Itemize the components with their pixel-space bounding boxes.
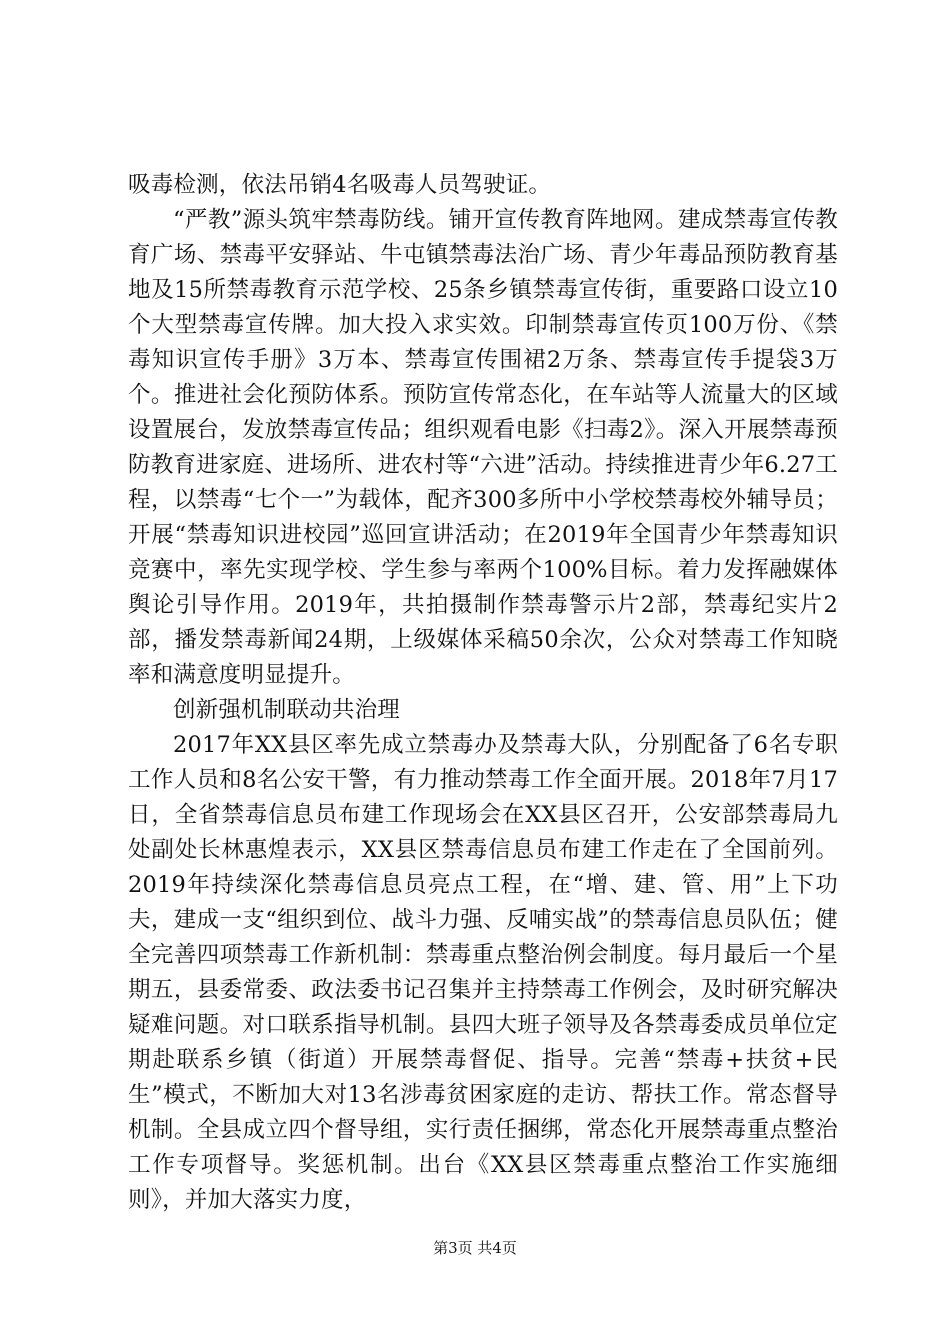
paragraph-2: “严教”源头筑牢禁毒防线。铺开宣传教育阵地网。建成禁毒宣传教育广场、禁毒平安驿站、牛屯镇禁毒法治广场、青少年毒品预防教育基地及15所禁毒教育示范学校、25条乡镇禁毒宣传街，重要路口设立10个大型禁毒宣传牌。加大投入求实效。印制禁毒宣传页100万份、《禁毒知识宣传手册》3万本、禁毒宣传围裙2万条、禁毒宣传手提袋3万个。推进社会化预防体系。预防宣传常态化，在车站等人流量大的区域设置展台，发放禁毒宣传品；组织观看电影《扫毒2》。深入开展禁毒预防教育进家庭、进场所、进农村等“六进”活动。持续推进青少年6.27工程，以禁毒“七个一”为载体，配齐300多所中小学校禁毒校外辅导员；开展“禁毒知识进校园”巡回宣讲活动；在2019年全国青少年禁毒知识竞赛中，率先实现学校、学生参与率两个100%目标。着力发挥融媒体舆论引导作用。2019年，共拍摄制作禁毒警示片2部，禁毒纪实片2部，播发禁毒新闻24期，上级媒体采稿50余次，公众对禁毒工作知晓率和满意度明显提升。 (128, 207, 838, 688)
document-body (128, 168, 838, 1218)
page-number-label: 第3页 共4页 (433, 1239, 517, 1257)
paragraph-3: 2017年XX县区率先成立禁毒办及禁毒大队，分别配备了6名专职工作人员和8名公安干警，有力推动禁毒工作全面开展。2018年7月17日，全省禁毒信息员布建工作现场会在XX县区召开，公安部禁毒局九处副处长林惠煌表示，XX县区禁毒信息员布建工作走在了全国前列。2019年持续深化禁毒信息员亮点工程，在“增、建、管、用”上下功夫，建成一支“组织到位、战斗力强、反哺实战”的禁毒信息员队伍；健全完善四项禁毒工作新机制：禁毒重点整治例会制度。每月最后一个星期五，县委常委、政法委书记召集并主持禁毒工作例会，及时研究解决疑难问题。对口联系指导机制。县四大班子领导及各禁毒委成员单位定期赴联系乡镇（街道）开展禁毒督促、指导。完善“禁毒+扶贫+民生”模式，不断加大对13名涉毒贫困家庭的走访、帮扶工作。常态督导机制。全县成立四个督导组，实行责任捆绑，常态化开展禁毒重点整治工作专项督导。奖惩机制。出台《XX县区禁毒重点整治工作实施细则》，并加大落实力度， (128, 732, 838, 1213)
section-heading: 创新强机制联动共治理 (173, 697, 401, 723)
paragraph-1: 吸毒检测，依法吊销4名吸毒人员驾驶证。 (128, 172, 552, 198)
page-footer (0, 1238, 950, 1258)
